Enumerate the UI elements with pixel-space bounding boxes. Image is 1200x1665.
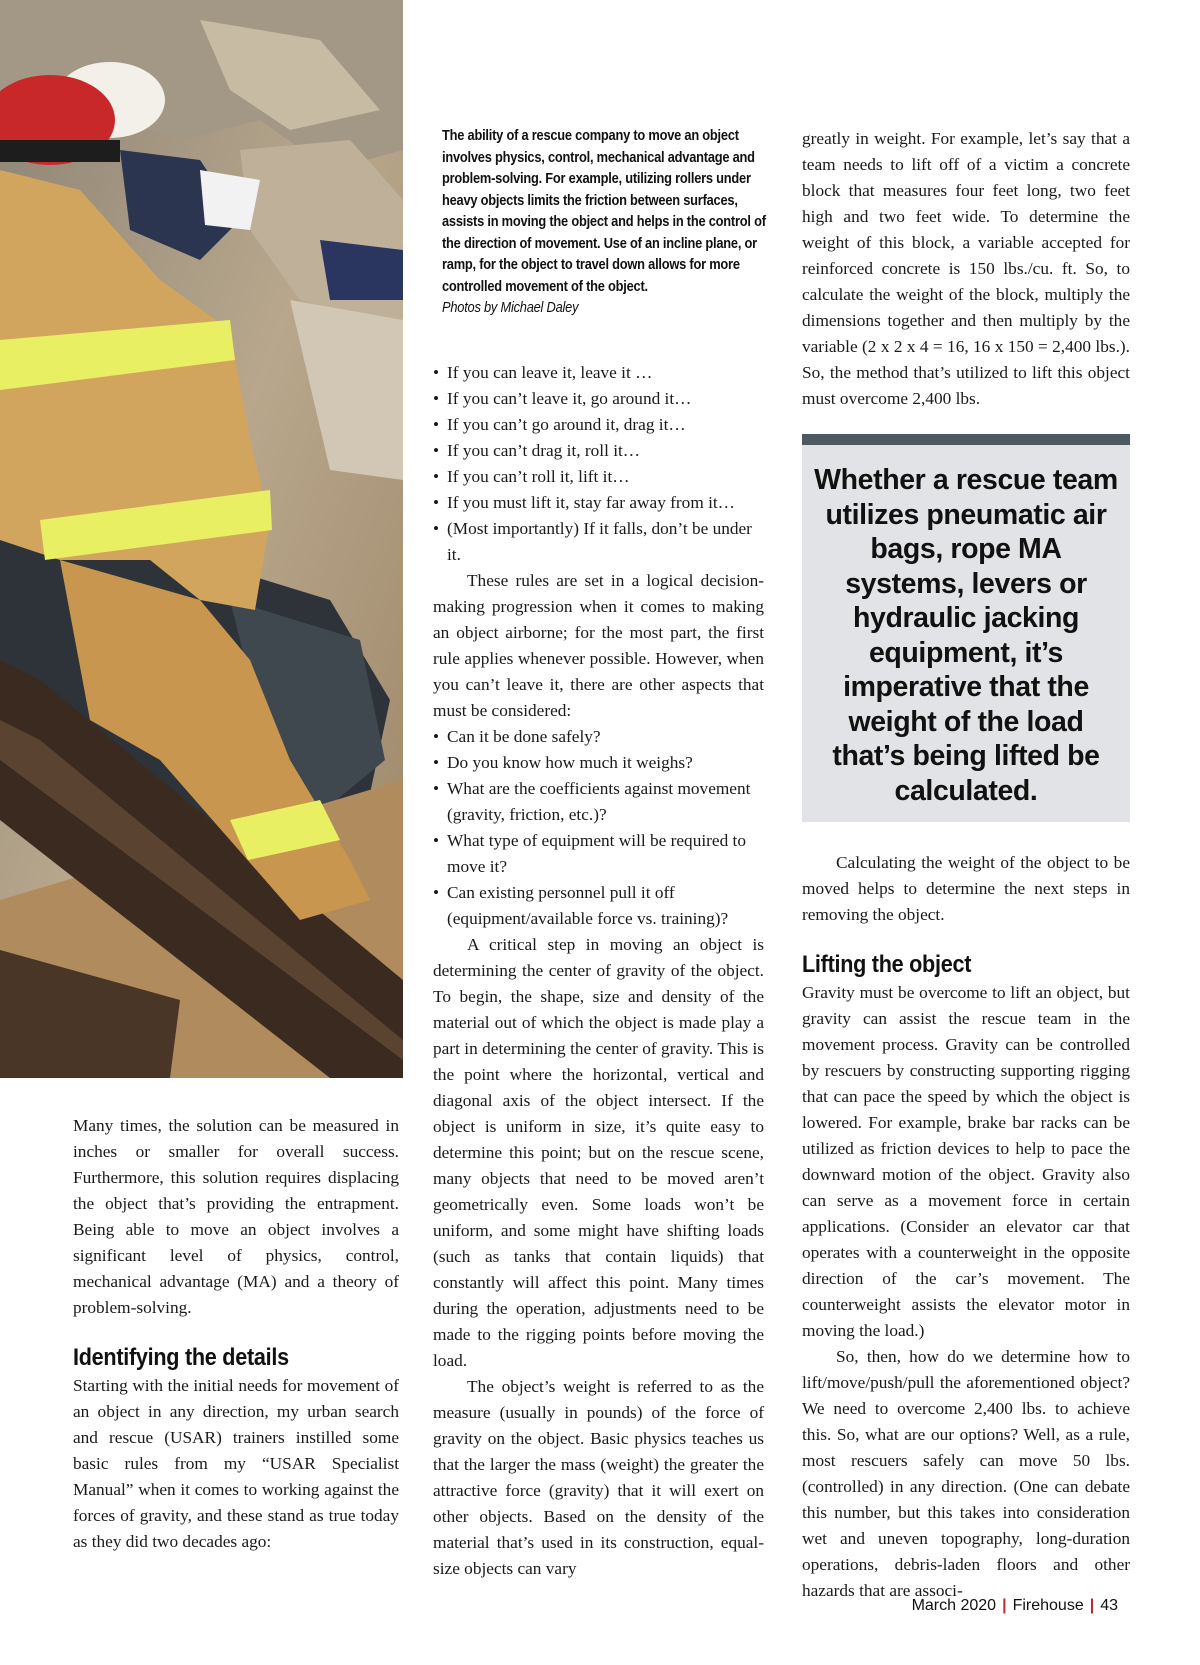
column-3: [802, 126, 1130, 1604]
issue-date: March 2020: [911, 1597, 997, 1614]
list-item: • Can it be done safely?: [433, 724, 764, 750]
list-item: • If you must lift it, stay far away from it…: [433, 490, 764, 516]
subheading-identifying-details: Identifying the details: [73, 1344, 289, 1371]
paragraph: The object’s weight is referred to as the measure (usually in pounds) of the force of gravity on the object. Basic physics teaches us that the larger the mass (weight) the greater the attractive force (gravity) that it will exert on other objects. Based on the density of the material that’s used in its construction, equal-size objects can vary: [433, 1377, 764, 1578]
article-photo: [0, 0, 403, 1078]
questions-list: [433, 724, 764, 932]
paragraph: Calculating the weight of the object to be moved helps to determine the next steps in removing the object.: [802, 853, 1130, 924]
list-item: • (Most importantly) If it falls, don’t be under it.: [433, 516, 764, 568]
photo-credit: Photos by Michael Daley: [442, 300, 579, 316]
rules-list: [433, 360, 764, 568]
paragraph: So, then, how do we determine how to lift/move/push/pull the aforementioned object? We need to overcome 2,400 lbs. to achieve this. So, what are our options? Well, as a rule, most rescuers safely can move 50 lbs. (controlled) in any direction. (One can debate this number, but this takes into consideration wet and uneven topography, long-duration operations, debris-laden floors and other hazards that are associ-: [802, 1347, 1130, 1600]
caption-text: The ability of a rescue company to move an object involves physics, control, mechanical advantage and problem-solving. For example, utilizing rollers under heavy objects limits the friction between surfaces, assists in moving the object and helps in the control of the direction of movement. Use of an incline plane, or ramp, for the object to travel down allows for more controlled movement of the object.: [442, 128, 766, 295]
paragraph: These rules are set in a logical decision-making progression when it comes to making an object airborne; for the most part, the first rule applies whenever possible. However, when you can’t leave it, there are other aspects that must be considered:: [433, 571, 764, 720]
separator-icon: |: [1089, 1597, 1095, 1614]
page-footer: [912, 1597, 1118, 1615]
list-item: • Do you know how much it weighs?: [433, 750, 764, 776]
list-item: • What type of equipment will be required to move it?: [433, 828, 764, 880]
firefighters-lifting-debris-photo: [0, 0, 403, 1078]
list-item: • If you can’t go around it, drag it…: [433, 412, 764, 438]
column-2: [433, 360, 764, 1582]
list-item: • If you can’t leave it, go around it…: [433, 386, 764, 412]
paragraph: Gravity must be overcome to lift an object, but gravity can assist the rescue team in the movement process. Gravity can be controlled by rescuers by constructing supporting rigging that can pace the speed by which the object is lowered. For example, brake bar racks can be utilized as friction devices to help to pace the downward motion of the object. Gravity also can serve as a movement force in certain applications. (Consider an elevator car that operates with a counterweight in the opposite direction of the car’s movement. The counterweight assists the elevator motor in moving the load.): [802, 983, 1130, 1340]
column-1: [73, 1113, 399, 1555]
list-item: • If you can’t roll it, lift it…: [433, 464, 764, 490]
separator-icon: |: [1002, 1597, 1007, 1614]
list-item: • If you can leave it, leave it …: [433, 360, 764, 386]
list-item: • What are the coefficients against movement (gravity, friction, etc.)?: [433, 776, 764, 828]
paragraph: A critical step in moving an object is determining the center of gravity of the object. To begin, the shape, size and density of the material out of which the object is made play a part in determining the center of gravity. This is the point where the horizontal, vertical and diagonal axis of the object intersect. If the object is uniform in size, it’s quite easy to determine this point; but on the rescue scene, many objects that need to be moved aren’t geometrically even. Some loads won’t be uniform, and some might have shifting loads (such as tanks that contain liquids) that constantly will affect this point. Many times during the operation, adjustments need to be made to the rigging points before moving the load.: [433, 935, 764, 1370]
list-item: • If you can’t drag it, roll it…: [433, 438, 764, 464]
pull-quote-text: Whether a rescue team utilizes pneumatic air bags, rope MA systems, levers or hydraulic jacking equipment, it’s imperative that the weight of the load that’s being lifted be calculated.: [814, 464, 1118, 807]
photo-caption: [442, 126, 777, 320]
list-item: • Can existing personnel pull it off (equipment/available force vs. training)?: [433, 880, 764, 932]
subheading-lifting-object: Lifting the object: [802, 951, 972, 978]
paragraph: greatly in weight. For example, let’s say that a team needs to lift off of a victim a concrete block that measures four feet long, two feet high and two feet wide. To determine the weight of this block, a variable accepted for reinforced concrete is 150 lbs./cu. ft. So, to calculate the weight of the block, multiply the dimensions together and then multiply by the variable (2 x 2 x 4 = 16, 16 x 150 = 2,400 lbs.). So, the method that’s utilized to lift this object must overcome 2,400 lbs.: [802, 129, 1130, 408]
pull-quote: [802, 434, 1130, 822]
magazine-name: Firehouse: [1012, 1597, 1084, 1614]
paragraph: Many times, the solution can be measured in inches or smaller for overall success. Furthermore, this solution requires displacing the object that’s providing the entrapment. Being able to move an object involves a significant level of physics, control, mechanical advantage (MA) and a theory of problem-solving.: [73, 1116, 399, 1317]
paragraph: Starting with the initial needs for movement of an object in any direction, my urban search and rescue (USAR) trainers instilled some basic rules from my “USAR Specialist Manual” when it comes to working against the forces of gravity, and these stand as true today as they did two decades ago:: [73, 1376, 399, 1551]
page-number: 43: [1100, 1597, 1118, 1614]
